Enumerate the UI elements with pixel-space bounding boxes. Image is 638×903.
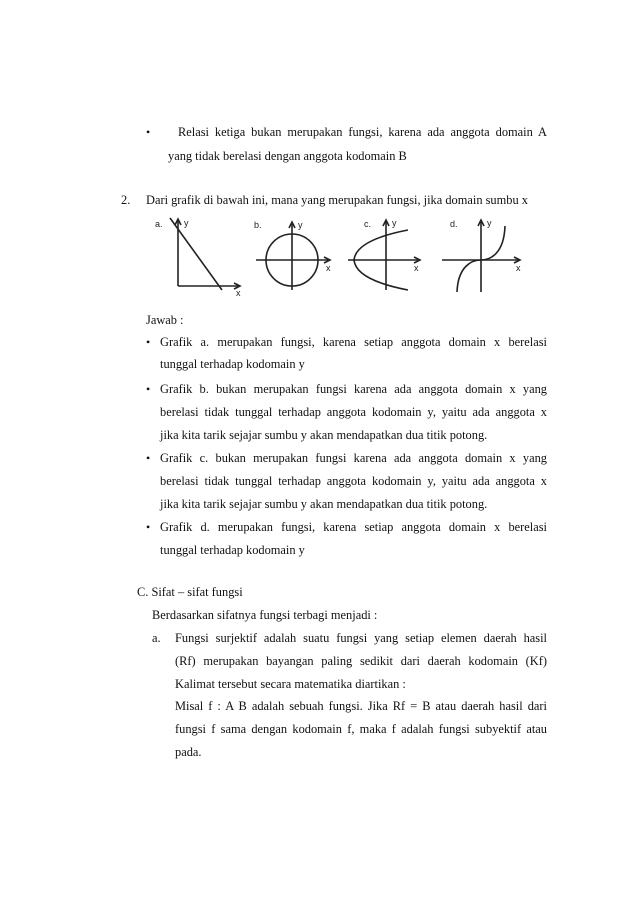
- graphs-figure: [150, 214, 530, 296]
- bullet-marker: •: [146, 520, 151, 534]
- graph-b: [256, 222, 330, 290]
- graph-a-label: a.: [155, 219, 163, 229]
- question-number: 2.: [121, 193, 131, 207]
- bullet-marker: •: [146, 382, 151, 396]
- answer-c-line3: jika kita tarik sejajar sumbu y akan mendapatkan dua titik potong.: [160, 497, 488, 511]
- answer-d-line1: Grafik d. merupakan fungsi, karena setiap anggota domain x berelasi: [160, 520, 547, 534]
- graph-c-label: c.: [364, 219, 372, 229]
- answer-b-line2: berelasi tidak tunggal terhadap anggota kodomain y, yaitu ada anggota x: [160, 405, 547, 419]
- relation-note-line1: Relasi ketiga bukan merupakan fungsi, karena ada anggota domain A: [178, 125, 547, 139]
- answer-title: Jawab :: [146, 313, 184, 327]
- surjective-line6: pada.: [175, 745, 202, 759]
- surjective-line2: (Rf) merupakan bayangan paling sedikit dari daerah kodomain (Kf): [175, 654, 547, 668]
- surjective-line1: Fungsi surjektif adalah suatu fungsi yang setiap elemen daerah hasil: [175, 631, 547, 645]
- graph-c-x-label: x: [414, 263, 419, 273]
- bullet-marker: •: [146, 125, 151, 139]
- question-text: Dari grafik di bawah ini, mana yang merupakan fungsi, jika domain sumbu x: [146, 193, 528, 207]
- bullet-marker: •: [146, 451, 151, 465]
- section-c-heading: C. Sifat – sifat fungsi: [137, 585, 243, 599]
- graph-c: [348, 220, 420, 290]
- answer-d-line2: tunggal terhadap kodomain y: [160, 543, 305, 557]
- section-c-item-marker: a.: [152, 631, 161, 645]
- graph-c-y-label: y: [392, 218, 397, 228]
- answer-b-line1: Grafik b. bukan merupakan fungsi karena ada anggota domain x yang: [160, 382, 547, 396]
- graph-d-label: d.: [450, 219, 458, 229]
- graph-d-x-label: x: [516, 263, 521, 273]
- graph-a: [170, 218, 240, 290]
- graph-b-x-label: x: [326, 263, 331, 273]
- graph-d: [442, 220, 520, 292]
- section-c-intro: Berdasarkan sifatnya fungsi terbagi menjadi :: [152, 608, 378, 622]
- answer-a-line1: Grafik a. merupakan fungsi, karena setiap anggota domain x berelasi: [160, 335, 547, 349]
- answer-c-line1: Grafik c. bukan merupakan fungsi karena ada anggota domain x yang: [160, 451, 547, 465]
- answer-c-line2: berelasi tidak tunggal terhadap anggota kodomain y, yaitu ada anggota x: [160, 474, 547, 488]
- graph-a-x-label: x: [236, 288, 241, 296]
- relation-note-line2: yang tidak berelasi dengan anggota kodomain B: [168, 149, 407, 163]
- answer-b-line3: jika kita tarik sejajar sumbu y akan mendapatkan dua titik potong.: [160, 428, 488, 442]
- graph-b-y-label: y: [298, 220, 303, 230]
- bullet-marker: •: [146, 335, 151, 349]
- graph-b-label: b.: [254, 220, 262, 230]
- surjective-line4: Misal f : A B adalah sebuah fungsi. Jika Rf = B atau daerah hasil dari: [175, 699, 547, 713]
- surjective-line5: fungsi f sama dengan kodomain f, maka f adalah fungsi subyektif atau: [175, 722, 547, 736]
- graph-a-y-label: y: [184, 218, 189, 228]
- surjective-line3: Kalimat tersebut secara matematika diartikan :: [175, 677, 406, 691]
- graph-d-y-label: y: [487, 218, 492, 228]
- answer-a-line2: tunggal terhadap kodomain y: [160, 357, 305, 371]
